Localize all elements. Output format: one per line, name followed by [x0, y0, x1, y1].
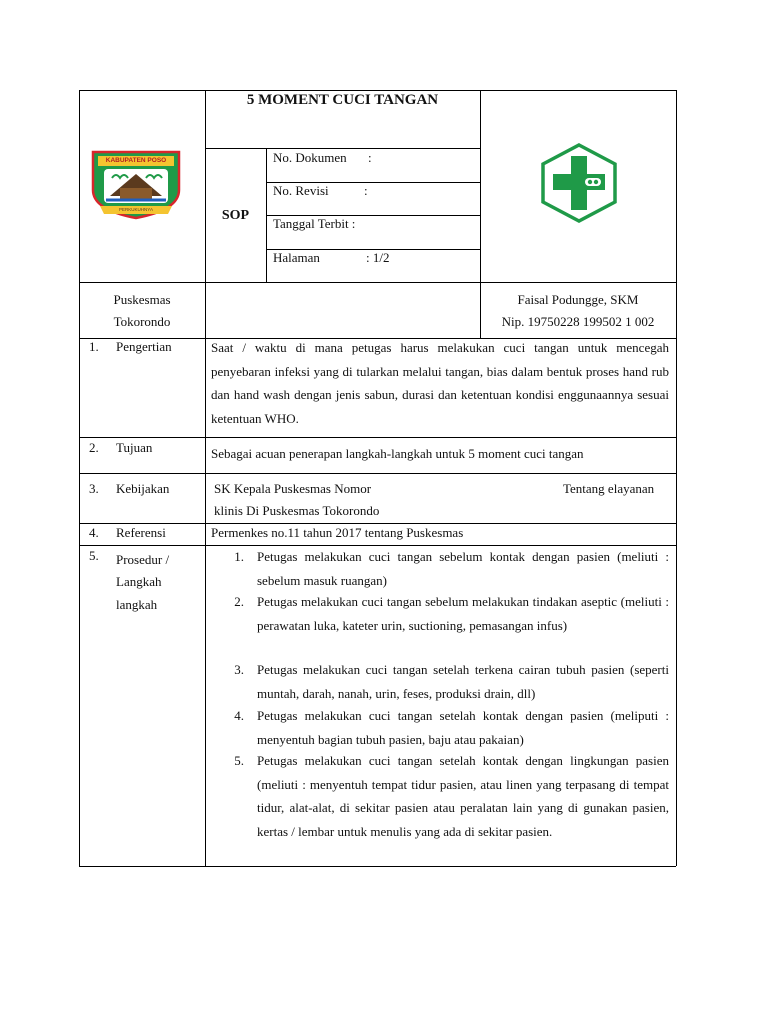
step-3-number: 3. — [234, 662, 244, 677]
step-2-text: Petugas melakukan cuci tangan sebelum melakukan tindakan aseptic (meliuti : perawatan luka, kateter urin, suctioning, pemasangan infus) — [257, 594, 669, 633]
section-5-label-line3: langkah — [116, 597, 158, 612]
puskesmas-cross-icon — [539, 142, 619, 224]
field-no-dokumen-value: : — [368, 150, 372, 165]
header-bottom-line — [79, 282, 676, 283]
section-4-label: Referensi — [116, 525, 166, 540]
puskesmas-name-line2: Tokorondo — [113, 314, 171, 329]
section-3-text-left: SK Kepala Puskesmas Nomor — [214, 481, 372, 496]
row-divider-2 — [79, 437, 676, 438]
logo-ribbon-text: PERKUKUHNYA — [119, 207, 153, 212]
step-5-number: 5. — [234, 753, 244, 768]
sop-label: SOP — [221, 208, 250, 223]
step-5-text: Petugas melakukan cuci tangan setelah kontak dengan lingkungan pasien (meliuti : menyentuh tempat tidur pasien, atau linen yang terpasang di tempat tidur, alat-alat, di sekitar pasien atau peralatan lain yang di gunakan pasien, kertas / lembar untuk menulis yang ada di sekitar pasien. — [257, 753, 669, 839]
section-4-number: 4. — [89, 525, 99, 540]
section-1-label: Pengertian — [116, 339, 172, 354]
field-tanggal-terbit-label: Tanggal Terbit : — [273, 216, 356, 231]
field-halaman-value: : 1/2 — [366, 250, 390, 265]
step-4-number: 4. — [234, 708, 244, 723]
logo-banner-text: KABUPATEN POSO — [105, 157, 167, 164]
puskesmas-name-line1: Puskesmas — [113, 292, 171, 307]
section-5-number: 5. — [89, 548, 99, 563]
puskesmas-logo — [539, 142, 619, 224]
section-2-label: Tujuan — [116, 440, 153, 455]
section-2-text: Sebagai acuan penerapan langkah-langkah untuk 5 moment cuci tangan — [211, 446, 584, 461]
section-1-text: Saat / waktu di mana petugas harus melakukan cuci tangan untuk mencegah penyebaran infeksi yang di tularkan melalui tangan, bias dalam bentuk proses hand rub dan hand wash dengan jenis sabun, durasi dan ketentuan kondisi enggunaannya sesuai ketentuan WHO. — [211, 340, 669, 426]
section-3-number: 3. — [89, 481, 99, 496]
row-divider-3 — [79, 473, 676, 474]
step-1-text: Petugas melakukan cuci tangan sebelum kontak dengan pasien (meliuti : sebelum masuk ruangan) — [257, 549, 669, 588]
section-3-text-line2: klinis Di Puskesmas Tokorondo — [214, 503, 380, 518]
table-border-bottom — [79, 866, 676, 867]
signer-nip: Nip. 19750228 199502 1 002 — [501, 314, 655, 329]
field-no-revisi-label: No. Revisi — [273, 183, 329, 198]
title-divider — [205, 148, 480, 149]
section-4-text: Permenkes no.11 tahun 2017 tentang Puskesmas — [211, 525, 464, 540]
step-1-number: 1. — [234, 549, 244, 564]
signer-name: Faisal Podungge, SKM — [517, 292, 639, 307]
field-no-dokumen-label: No. Dokumen — [273, 150, 347, 165]
field-halaman-label: Halaman — [273, 250, 320, 265]
section-3-label: Kebijakan — [116, 481, 170, 496]
section-3-text-right: Tentang elayanan — [563, 481, 655, 496]
column-divider-1 — [205, 90, 206, 866]
table-border-right — [676, 90, 677, 866]
document-title: 5 MOMENT CUCI TANGAN — [246, 92, 439, 108]
step-4-text: Petugas melakukan cuci tangan setelah kontak dengan pasien (meliputi : menyentuh bagian tubuh pasien, baju atau pakaian) — [257, 708, 669, 747]
section-5-label-line1: Prosedur / — [116, 552, 170, 567]
kabupaten-poso-logo — [90, 148, 182, 220]
section-2-number: 2. — [89, 440, 99, 455]
step-2-number: 2. — [234, 594, 244, 609]
section-5-label-line2: Langkah — [116, 574, 162, 589]
row-divider-4 — [79, 523, 676, 524]
step-3-text: Petugas melakukan cuci tangan setelah terkena cairan tubuh pasien (seperti muntah, darah, nanah, urin, feses, produksi drain, dll) — [257, 662, 669, 701]
section-1-number: 1. — [89, 339, 99, 354]
table-border-left — [79, 90, 80, 866]
field-no-revisi-value: : — [364, 183, 368, 198]
